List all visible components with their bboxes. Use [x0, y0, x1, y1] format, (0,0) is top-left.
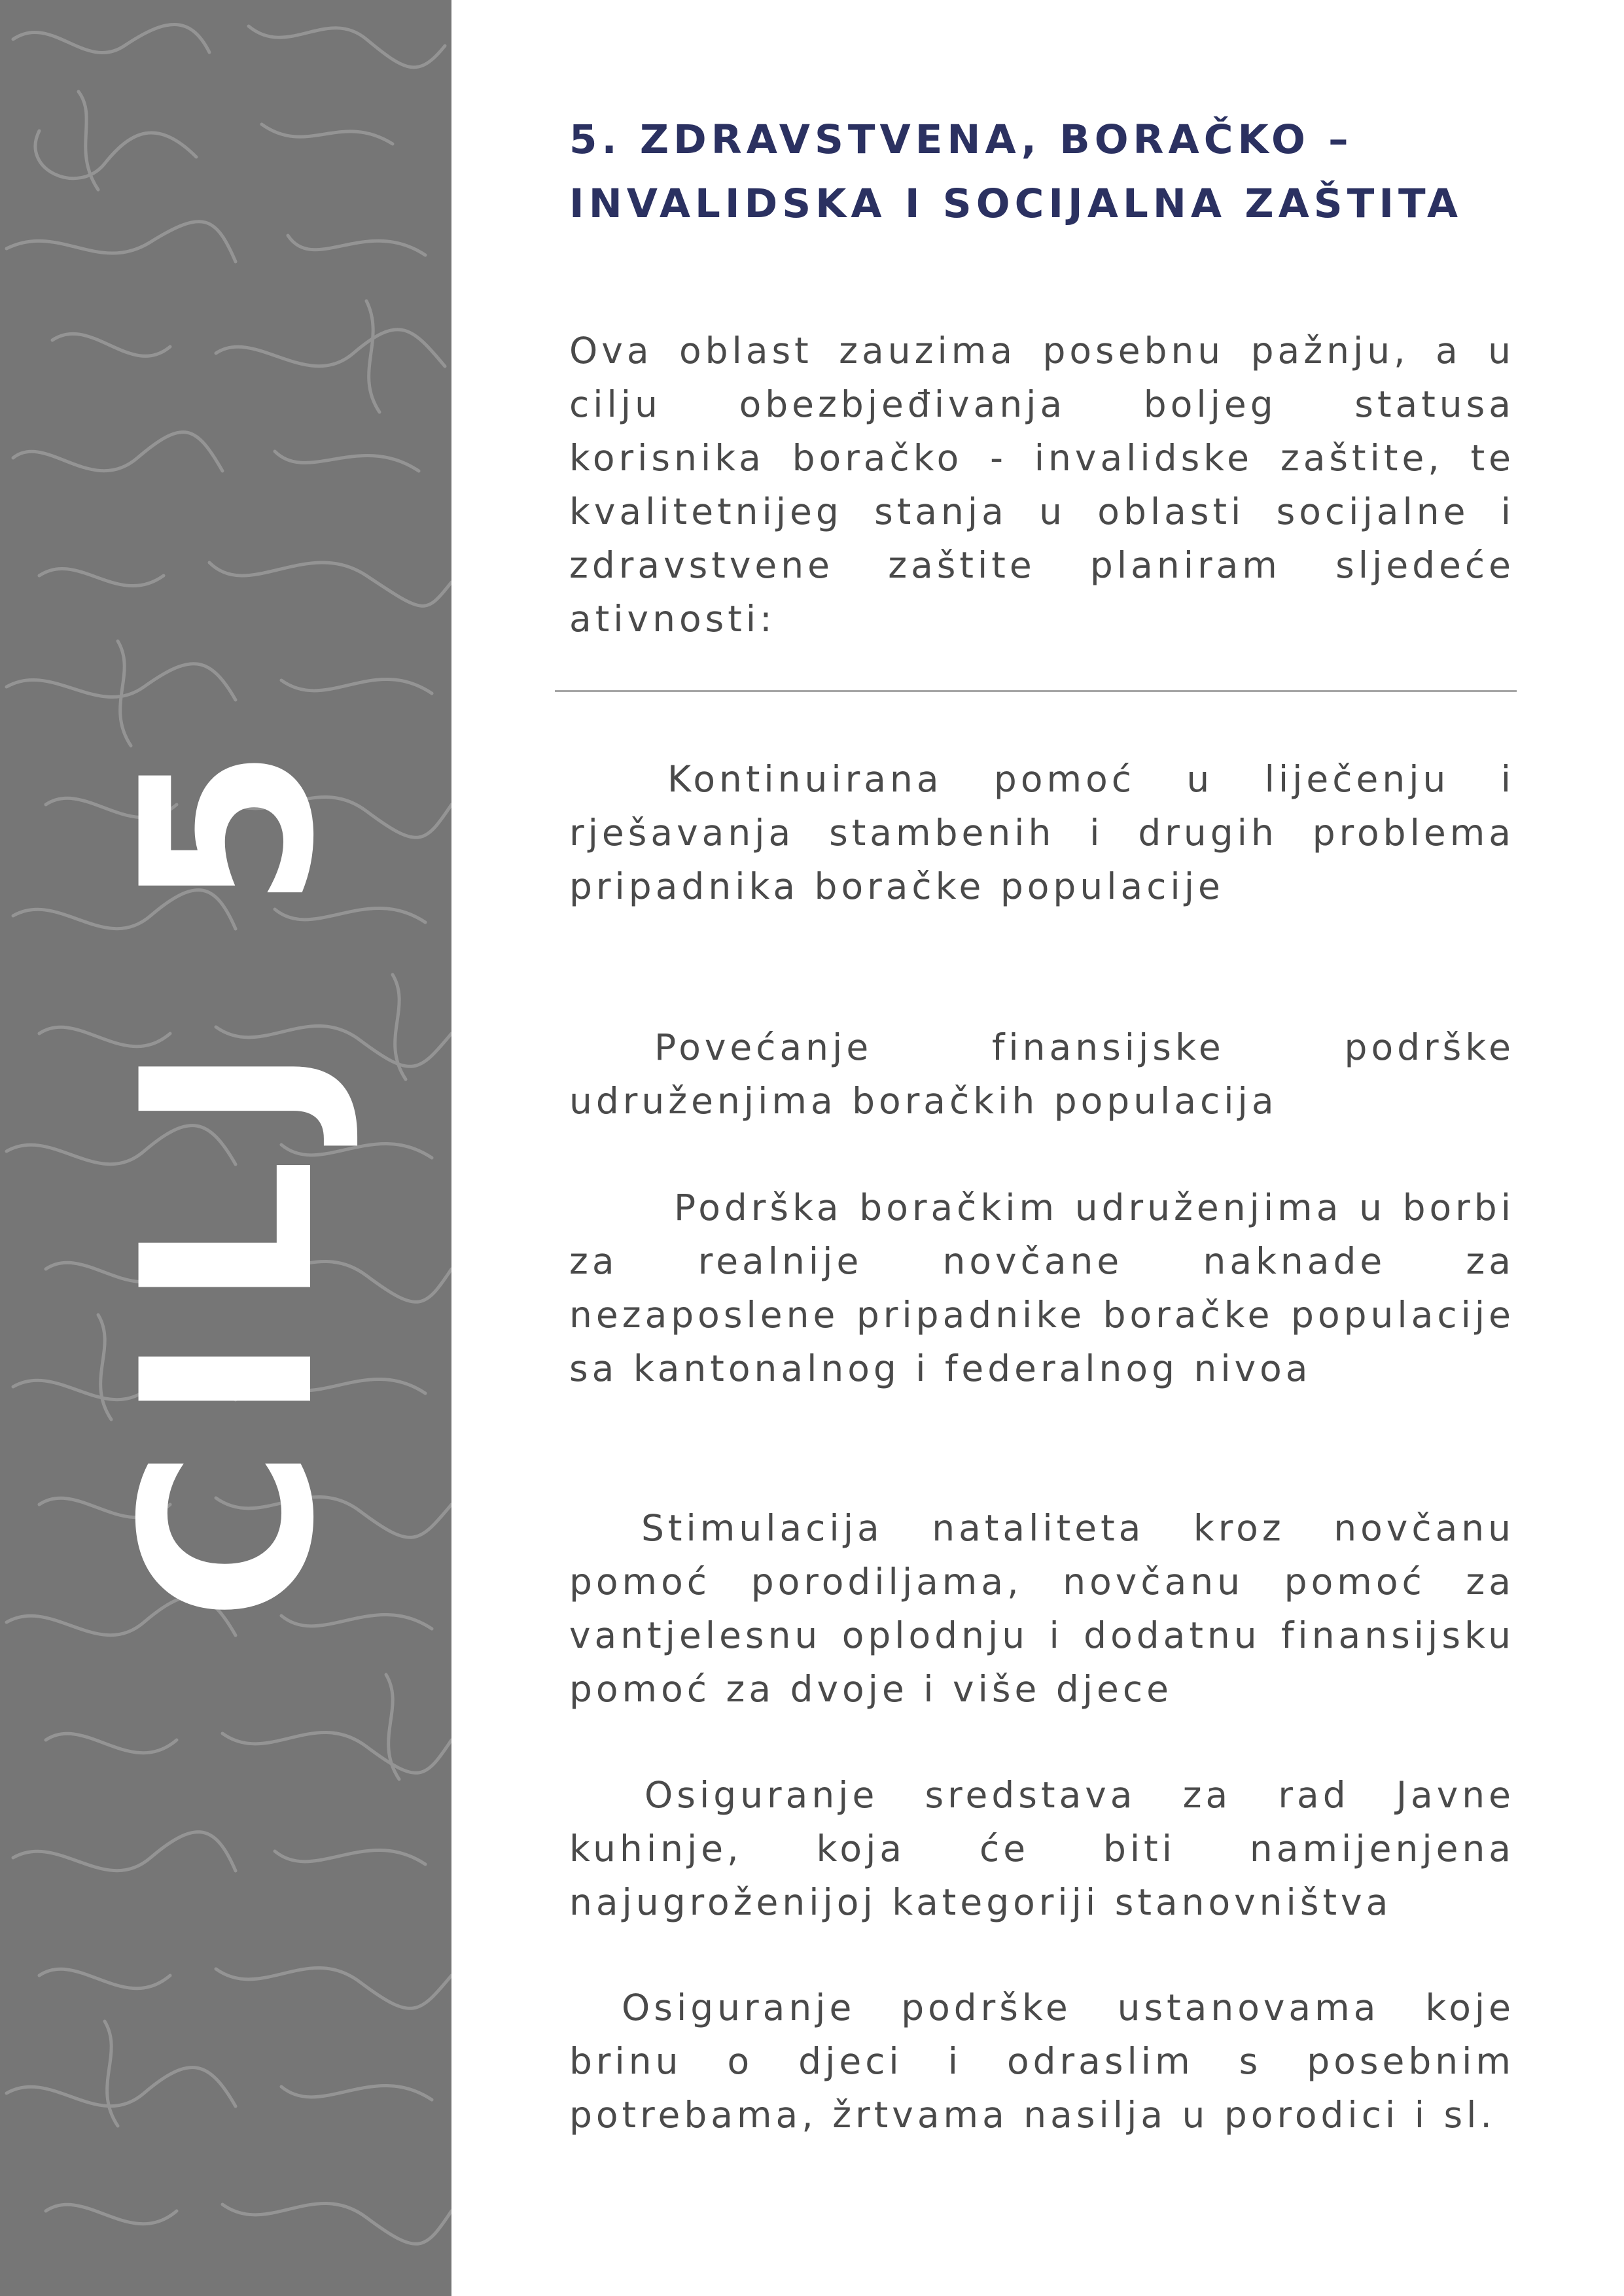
- goal-item-2: Povećanje finansijske podrške udruženjima boračkih populacija: [569, 1026, 1515, 1122]
- intro-paragraph: Ova oblast zauzima posebnu pažnju, a u cilju obezbjeđivanja boljeg statusa korisnika boračko - invalidske zaštite, te kvalitetnijeg stanja u oblasti socijalne i zdravstvene zaštite planiram sljedeće ativnosti:: [569, 330, 1515, 640]
- goal-item-1: Kontinuirana pomoć u liječenju i rješavanja stambenih i drugih problema pripadnika boračke populacije: [569, 758, 1515, 907]
- section-title-line-1: 5. ZDRAVSTVENA, BORAČKO –: [569, 116, 1353, 163]
- goal-item-3: Podrška boračkim udruženjima u borbi za realnije novčane naknade za nezaposlene pripadnike boračke populacije sa kantonalnog i federalnog nivoa: [569, 1187, 1515, 1389]
- section-title-line-2: INVALIDSKA I SOCIJALNA ZAŠTITA: [569, 181, 1463, 227]
- vertical-goal-heading: CILJ 5: [92, 720, 366, 1622]
- section-title: [569, 108, 1515, 236]
- goal-item-4: Stimulacija nataliteta kroz novčanu pomoć porodiljama, novčanu pomoć za vantjelesnu oplodnju i dodatnu finansijsku pomoć za dvoje i više djece: [569, 1507, 1515, 1710]
- goal-item-5: Osiguranje sredstava za rad Javne kuhinje, koja će biti namijenjena najugroženijoj kategoriji stanovništva: [569, 1774, 1515, 1923]
- sidebar: [0, 0, 451, 2296]
- goal-item-6: Osiguranje podrške ustanovama koje brinu o djeci i odraslim s posebnim potrebama, žrtvama nasilja u porodici i sl.: [569, 1987, 1515, 2136]
- divider-line: [555, 690, 1517, 692]
